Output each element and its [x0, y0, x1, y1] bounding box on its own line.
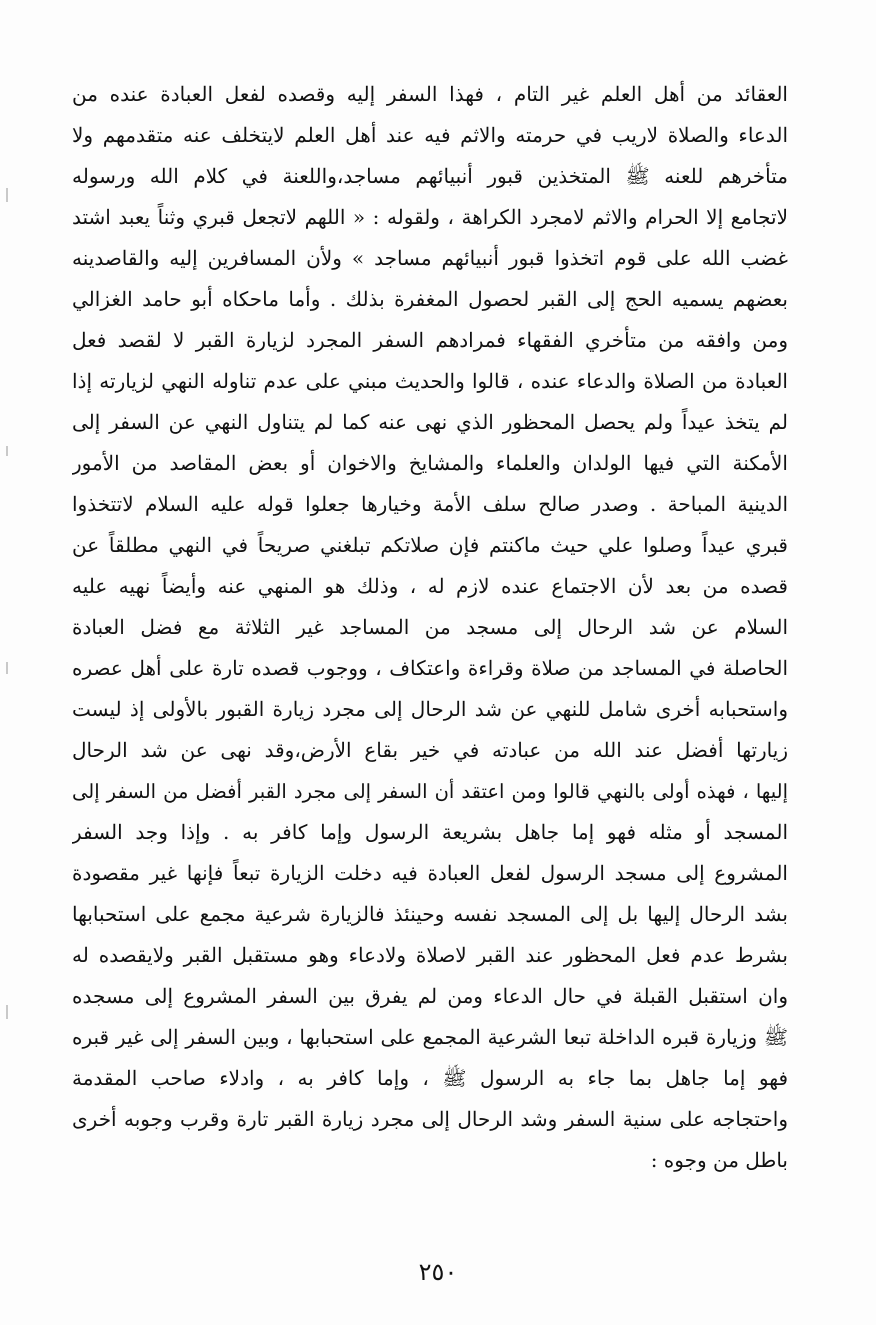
- text-line: فهو إما جاهل بما جاء به الرسول ﷺ ، وإما كافر به ، وادلاء صاحب المقدمة: [72, 1066, 788, 1090]
- text-line: المشروع إلى مسجد الرسول لفعل العبادة فيه دخلت الزيارة تبعاً فإنها غير مقصودة: [72, 861, 788, 885]
- text-line: العبادة من الصلاة والدعاء عنده ، قالوا والحديث مبني على عدم تناوله النهي لزيارته إذا: [72, 369, 788, 393]
- text-line: زيارتها أفضل عند الله من عبادته في خير بقاع الأرض،وقد نهى عن شد الرحال: [72, 738, 788, 762]
- text-line: بشرط عدم فعل المحظور عند القبر لاصلاة ولادعاء وهو مستقبل القبر ولايقصده له: [72, 943, 788, 967]
- text-line: لم يتخذ عيداً ولم يحصل المحظور الذي نهى عنه كما لم يتناول النهي عن السفر إلى: [72, 410, 788, 434]
- text-line: قبري عيداً وصلوا علي حيث ماكنتم فإن صلاتكم تبلغني صريحاً في النهي مطلقاً عن: [72, 533, 788, 557]
- text-line: باطل من وجوه :: [650, 1148, 788, 1172]
- body-text: [72, 74, 788, 1181]
- text-line: ﷺ وزيارة قبره الداخلة تبعا الشرعية المجمع على استحبابها ، وبين السفر إلى غير قبره: [72, 1025, 788, 1049]
- text-line: الحاصلة في المساجد من صلاة وقراءة واعتكاف ، ووجوب قصده تارة على أهل عصره: [72, 656, 788, 680]
- scan-edge-mark: [6, 1005, 8, 1019]
- page-number: ٢٥٠: [418, 1258, 458, 1286]
- text-line: واحتجاجه على سنية السفر وشد الرحال إلى مجرد زيارة القبر تارة وقرب وجوبه أخرى: [72, 1107, 788, 1131]
- text-line: بشد الرحال إليها بل إلى المسجد نفسه وحينئذ فالزيارة شرعية مجمع على استحبابها: [72, 902, 788, 926]
- text-line: المسجد أو مثله فهو إما جاهل بشريعة الرسول وإما كافر به . وإذا وجد السفر: [72, 820, 788, 844]
- text-line: بعضهم يسميه الحج إلى القبر لحصول المغفرة بذلك . وأما ماحكاه أبو حامد الغزالي: [72, 287, 788, 311]
- text-line: لاتجامع إلا الحرام والاثم لامجرد الكراهة ، ولقوله : « اللهم لاتجعل قبري وثناً يعبد اشتد: [72, 205, 788, 229]
- text-line: السلام عن شد الرحال إلى مسجد من المساجد غير الثلاثة مع فضل العبادة: [72, 615, 788, 639]
- text-line: متأخرهم للعنه ﷺ المتخذين قبور أنبيائهم مساجد،واللعنة في كلام الله ورسوله: [72, 164, 788, 188]
- text-line: واستحبابه أخرى شامل للنهي عن شد الرحال إلى مجرد زيارة القبور بالأولى إذ ليست: [72, 697, 788, 721]
- text-line: قصده من بعد لأن الاجتماع عنده لازم له ، وذلك هو المنهي عنه وأيضاً نهيه عليه: [72, 574, 788, 598]
- text-line: الدينية المباحة . وصدر صالح سلف الأمة وخيارها جعلوا قوله عليه السلام لاتتخذوا: [72, 492, 788, 516]
- scan-edge-mark: [6, 662, 8, 674]
- scan-edge-mark: [6, 446, 8, 456]
- text-line: العقائد من أهل العلم غير التام ، فهذا السفر إليه وقصده لفعل العبادة عنده من: [72, 82, 788, 106]
- text-line: ومن وافقه من متأخري الفقهاء فمرادهم السفر المجرد لزيارة القبر لا لقصد فعل: [72, 328, 788, 352]
- scan-edge-mark: [6, 188, 8, 202]
- text-line: الأمكنة التي فيها الولدان والعلماء والمشايخ والاخوان أو بعض المقاصد من الأمور: [72, 451, 788, 475]
- text-line: إليها ، فهذه أولى بالنهي قالوا ومن اعتقد أن السفر إلى مجرد القبر أفضل من السفر إلى: [72, 780, 788, 803]
- text-line: وان استقبل القبلة في حال الدعاء ومن لم يفرق بين السفر المشروع إلى مسجده: [72, 984, 788, 1008]
- text-line: الدعاء والصلاة لاريب في حرمته والاثم فيه عند أهل العلم لايتخلف عنه متقدمهم ولا: [72, 123, 788, 147]
- text-line: غضب الله على قوم اتخذوا قبور أنبيائهم مساجد » ولأن المسافرين إليه والقاصدينه: [72, 246, 788, 270]
